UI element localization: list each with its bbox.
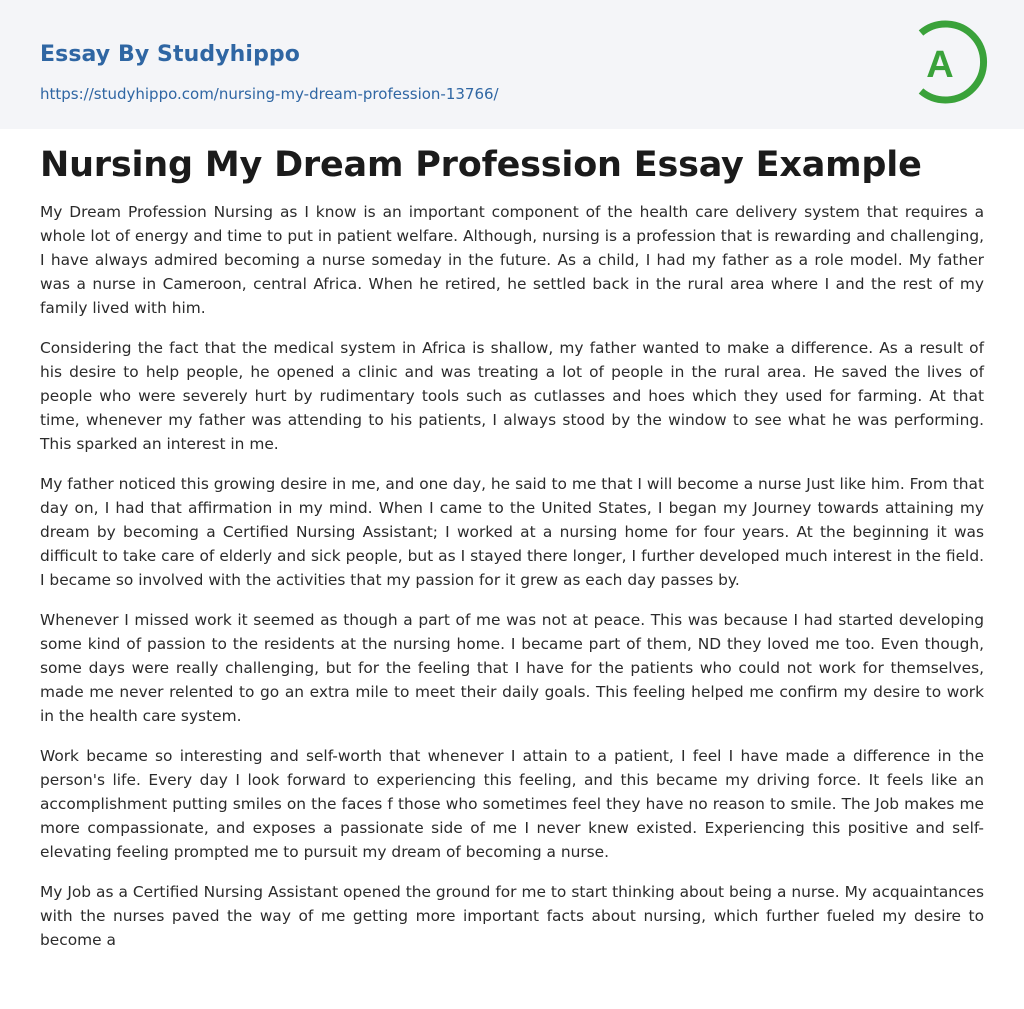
site-brand[interactable]: Essay By Studyhippo: [40, 42, 300, 67]
essay-paragraph: Considering the fact that the medical system in Africa is shallow, my father wanted to make a difference. As a result of his desire to help people, he opened a clinic and was treating a lot of people in the rural area. He saved the lives of people who were severely hurt by rudimentary tools such as cutlasses and hoes which they used for farming. At that time, whenever my father was attending to his patients, I always stood by the window to see what he was performing. This sparked an interest in me.: [40, 339, 984, 453]
essay-title: Nursing My Dream Profession Essay Example: [40, 145, 922, 185]
essay-body: [40, 200, 984, 968]
essay-paragraph: My Job as a Certified Nursing Assistant opened the ground for me to start thinking about being a nurse. My acquaintances with the nurses paved the way of me getting more important facts about nursing, which further fueled my desire to become a: [40, 883, 984, 949]
essay-paragraph: Whenever I missed work it seemed as though a part of me was not at peace. This was because I had started developing some kind of passion to the residents at the nursing home. I became part of them, ND they loved me too. Even though, some days were really challenging, but for the feeling that I have for the patients who could not work for themselves, made me never relented to go an extra mile to meet their daily goals. This feeling helped me confirm my desire to work in the health care system.: [40, 611, 984, 725]
essay-paragraph: Work became so interesting and self-worth that whenever I attain to a patient, I feel I have made a difference in the person's life. Every day I look forward to experiencing this feeling, and this became my driving force. It feels like an accomplishment putting smiles on the faces f those who sometimes feel they have no reason to smile. The Job makes me more compassionate, and exposes a passionate side of me I never knew existed. Experiencing this positive and self-elevating feeling prompted me to pursuit my dream of becoming a nurse.: [40, 747, 984, 861]
essay-paragraph: My Dream Profession Nursing as I know is an important component of the health care delivery system that requires a whole lot of energy and time to put in patient welfare. Although, nursing is a profession that is rewarding and challenging, I have always admired becoming a nurse someday in the future. As a child, I had my father as a role model. My father was a nurse in Cameroon, central Africa. When he retired, he settled back in the rural area where I and the rest of my family lived with him.: [40, 203, 984, 317]
site-header: [0, 0, 1024, 129]
essay-paragraph: My father noticed this growing desire in me, and one day, he said to me that I will become a nurse Just like him. From that day on, I had that affirmation in my mind. When I came to the United States, I began my Journey towards attaining my dream by becoming a Certified Nursing Assistant; I worked at a nursing home for four years. At the beginning it was difficult to take care of elderly and sick people, but as I stayed there longer, I further developed much interest in the field. I became so involved with the activities that my passion for it grew as each day passes by.: [40, 475, 984, 589]
source-url-link[interactable]: https://studyhippo.com/nursing-my-dream-profession-13766/: [40, 85, 499, 103]
studyhippo-logo-icon[interactable]: [904, 18, 988, 106]
logo-letter: A: [926, 44, 954, 86]
